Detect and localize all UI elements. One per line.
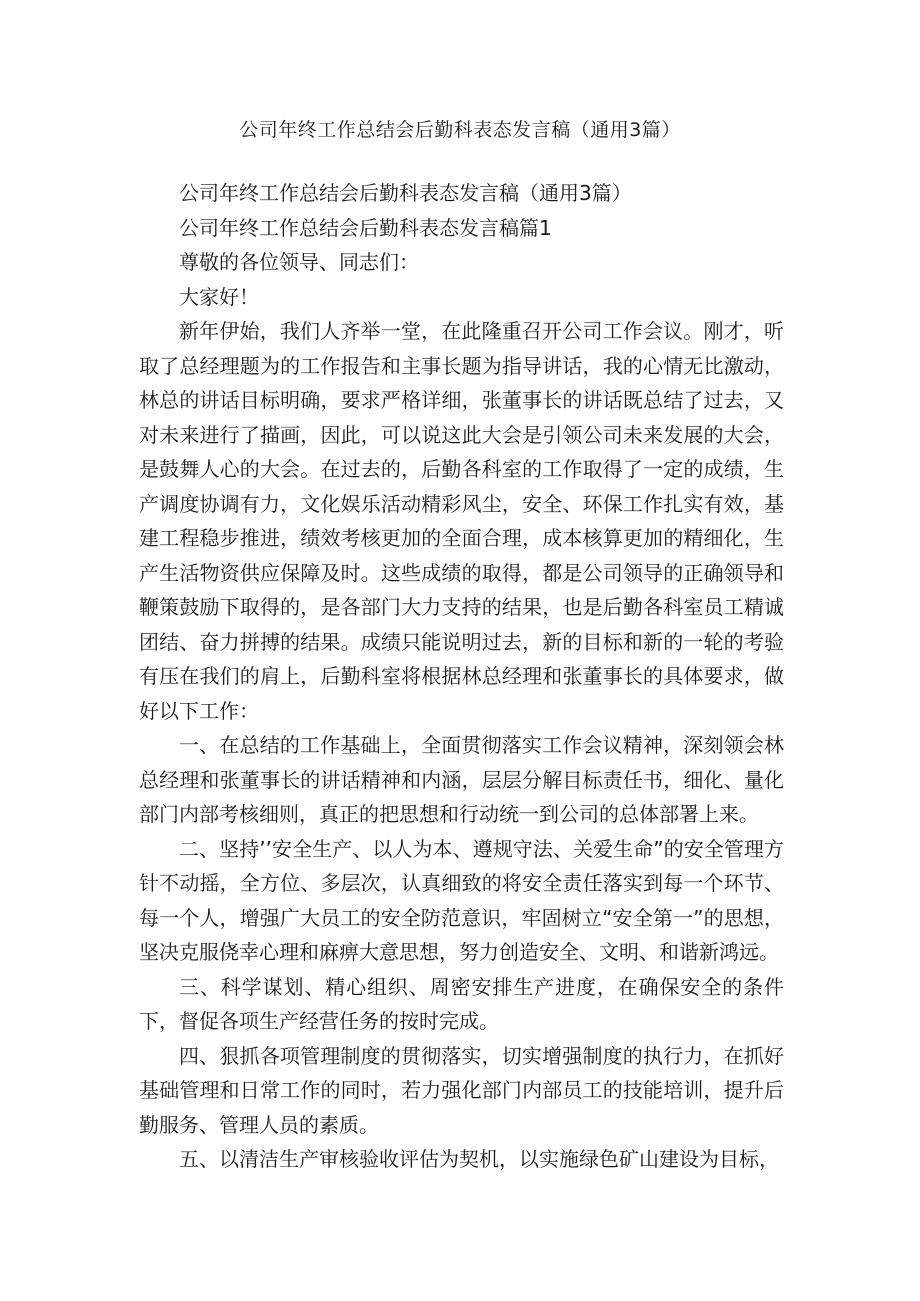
section-heading: 公司年终工作总结会后勤科表态发言稿篇1	[179, 215, 552, 240]
paragraph-item-3: 三、科学谋划、精心组织、周密安排生产进度，在确保安全的条件下，督促各项生产经营任务的按时完成。	[139, 974, 784, 1033]
subtitle-paragraph: 公司年终工作总结会后勤科表态发言稿（通用3篇）	[179, 181, 632, 205]
paragraph-item-1: 一、在总结的工作基础上，全面贯彻落实工作会议精神，深刻领会林总经理和张董事长的讲话精神和内涵，层层分解目标责任书，细化、量化部门内部考核细则，真正的把思想和行动统一到公司的总体部署上来。	[139, 733, 784, 826]
paragraph-item-5: 五、以清洁生产审核验收评估为契机，以实施绿色矿山建设为目标，	[179, 1147, 779, 1171]
document-title: 公司年终工作总结会后勤科表态发言稿（通用3篇）	[239, 119, 681, 141]
document-body	[139, 176, 784, 1177]
paragraph-item-2: 二、坚持’’安全生产、以人为本、遵规守法、关爱生命”的安全管理方针不动摇，全方位、多层次，认真细致的将安全责任落实到每一个环节、每一个人，增强广大员工的安全防范意识，牢固树立“安全第一”的思想，坚决克服侥幸心理和麻痹大意思想，努力创造安全、文明、和谐新鸿远。	[139, 836, 784, 964]
salutation: 尊敬的各位领导、同志们：	[179, 250, 419, 274]
greeting: 大家好！	[179, 284, 259, 309]
paragraph-item-4: 四、狠抓各项管理制度的贯彻落实，切实增强制度的执行力，在抓好基础管理和日常工作的同时，若力强化部门内部员工的技能培训，提升后勤服务、管理人员的素质。	[139, 1043, 784, 1137]
paragraph-intro: 新年伊始，我们人齐举一堂，在此隆重召开公司工作会议。刚才，听取了总经理题为的工作报告和主事长题为指导讲话，我的心情无比激动，林总的讲话目标明确，要求严格详细，张董事长的讲话既总结了过去，又对未来进行了描画，因此，可以说这此大会是引领公司未来发展的大会，是鼓舞人心的大会。在过去的，后勤各科室的工作取得了一定的成绩，生产调度协调有力，文化娱乐活动精彩风尘，安全、环保工作扎实有效，基建工程稳步推进，绩效考核更加的全面合理，成本核算更加的精细化，生产生活物资供应保障及时。这些成绩的取得，都是公司领导的正确领导和鞭策鼓励下取得的，是各部门大力支持的结果，也是后勤各科室员工精诚团结、奋力拼搏的结果。成绩只能说明过去，新的目标和新的一轮的考验有压在我们的肩上，后勤科室将根据林总经理和张董事长的具体要求，做好以下工作：	[139, 319, 784, 723]
